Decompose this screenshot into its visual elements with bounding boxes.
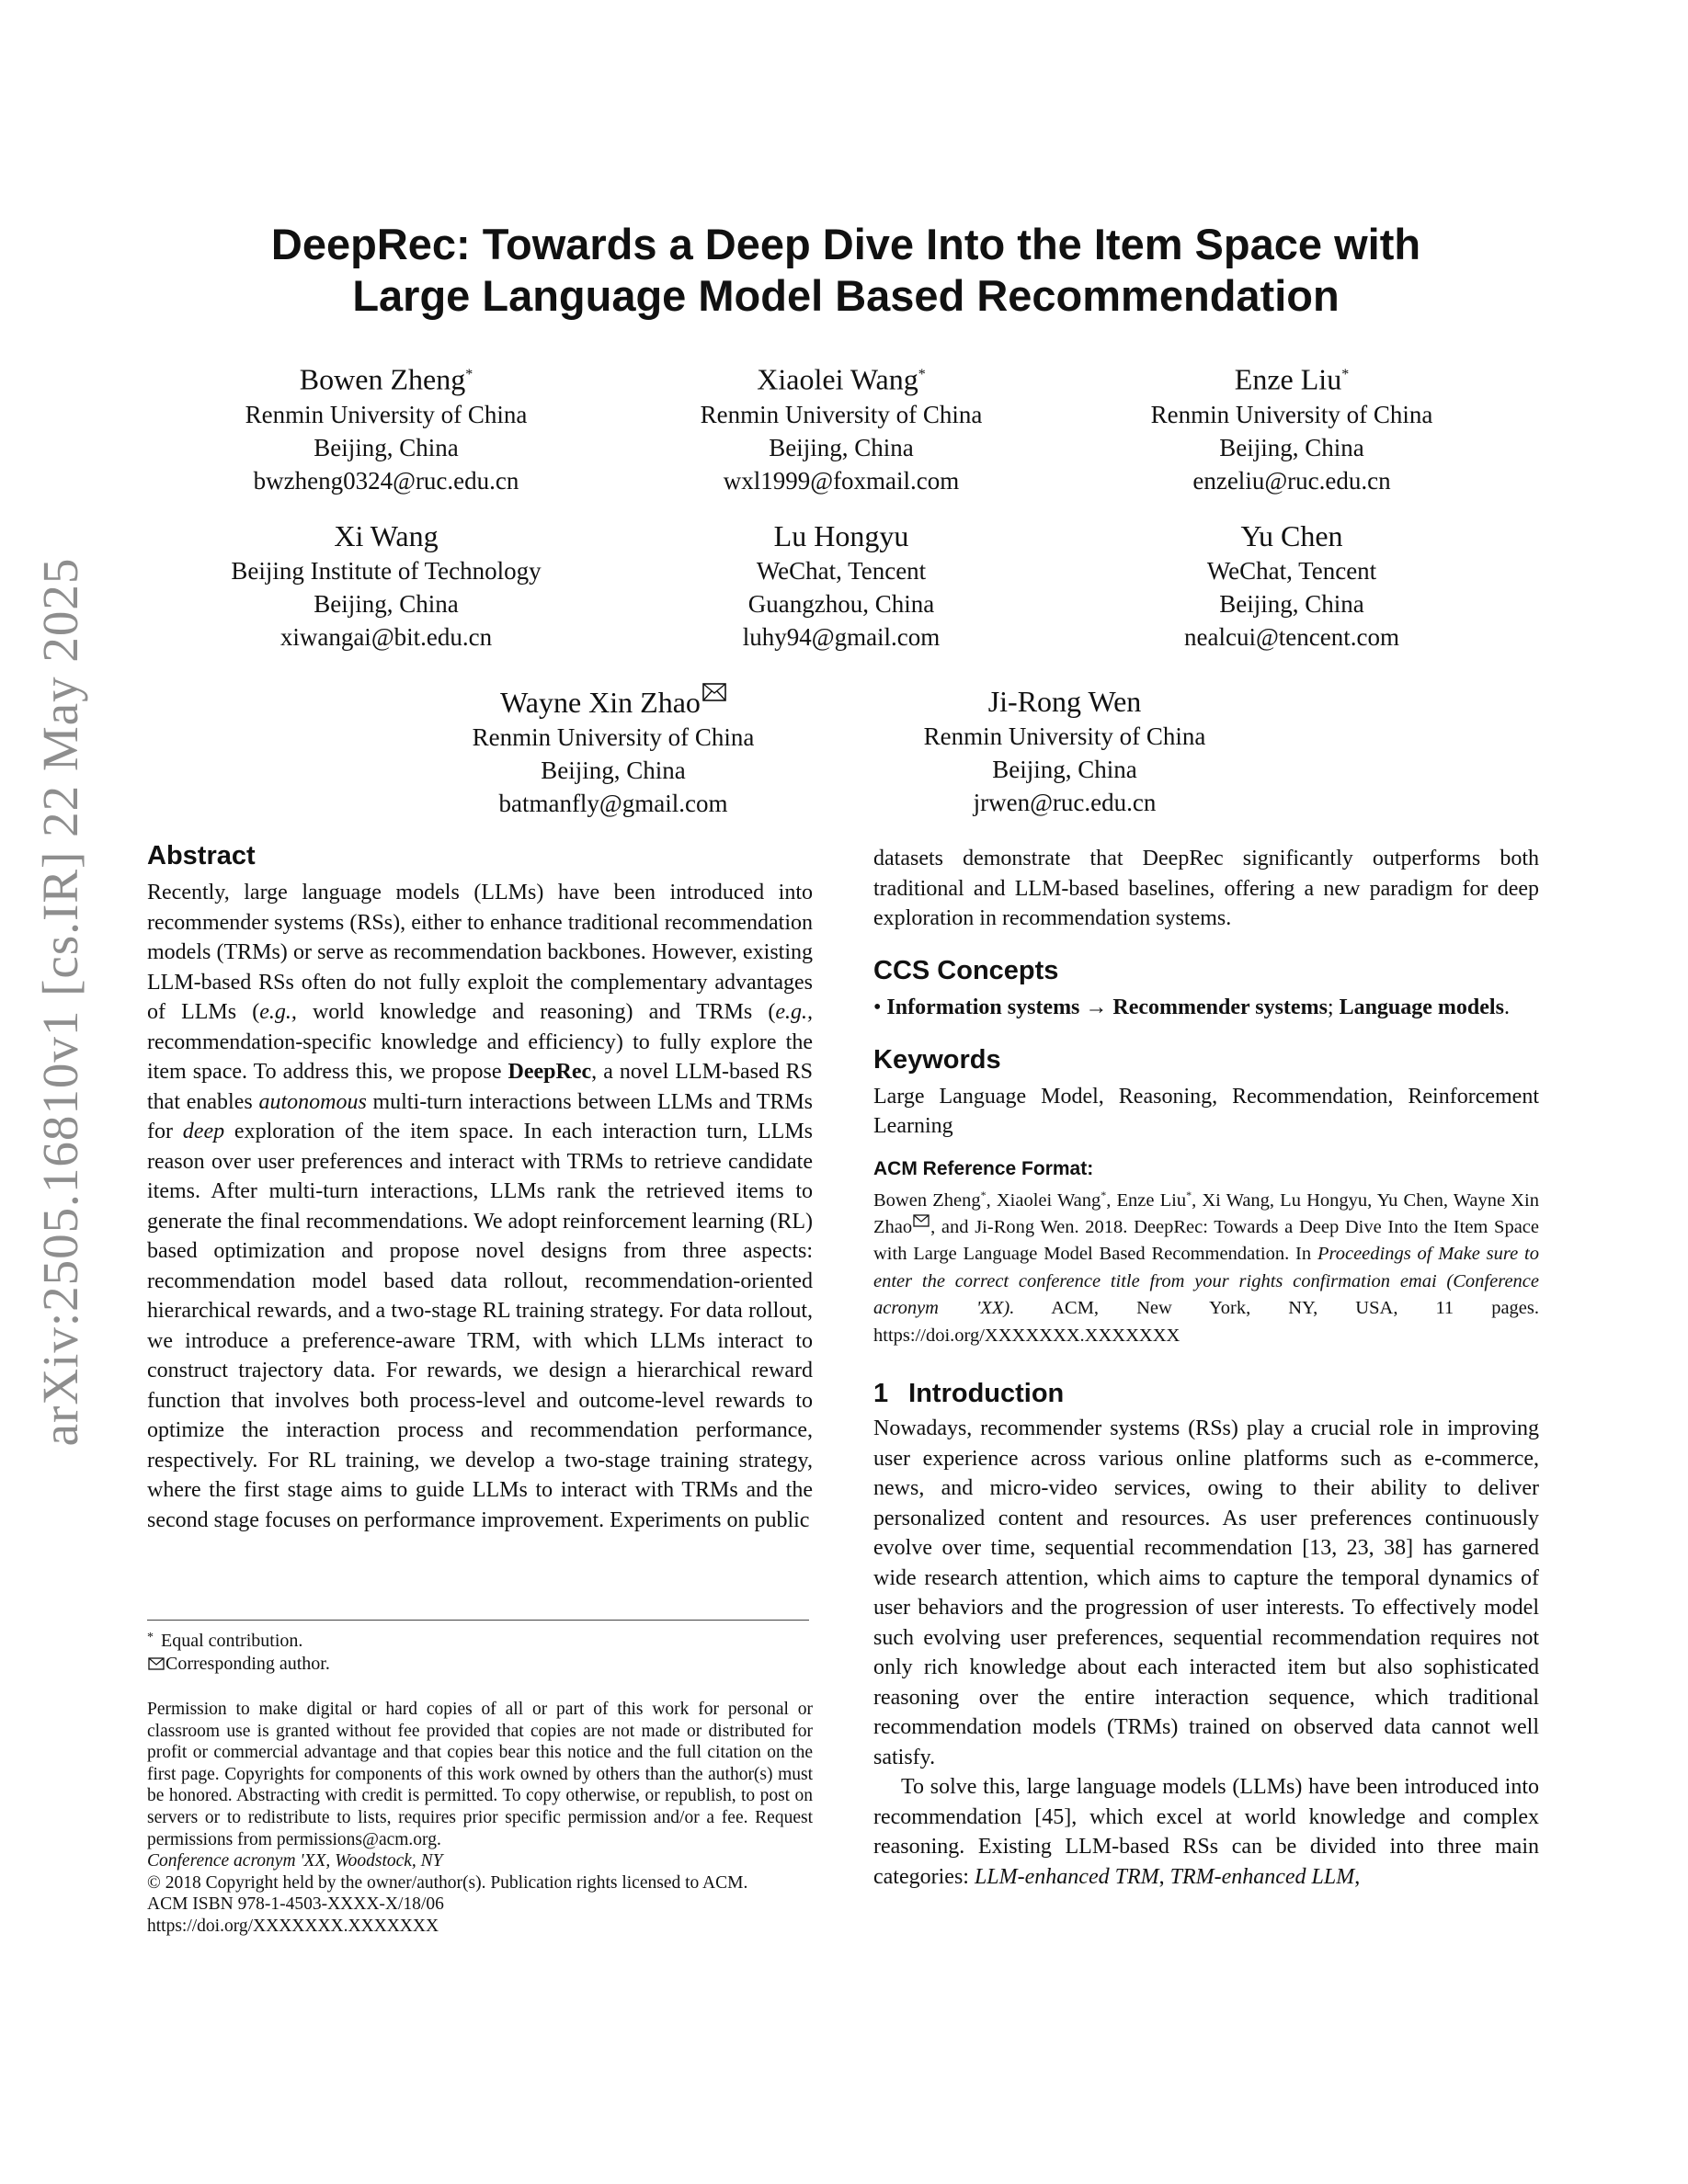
paper-title — [184, 219, 1508, 322]
author-block — [630, 518, 1053, 654]
author-name: Xiaolei Wang — [757, 362, 918, 396]
equal-contribution-mark: * — [465, 367, 473, 382]
footnotes — [147, 1626, 813, 1676]
copyright-line: © 2018 Copyright held by the owner/author(s). Publication rights licensed to ACM. — [147, 1872, 748, 1893]
author-affiliation: WeChat, Tencent — [1206, 557, 1377, 585]
author-location: Beijing, China — [314, 433, 459, 461]
title-line-2: Large Language Model Based Recommendation — [352, 271, 1340, 320]
author-block — [630, 357, 1053, 497]
footnote-corresponding: Corresponding author. — [147, 1653, 813, 1676]
keywords-text: Large Language Model, Reasoning, Recommendation, Reinforcement Learning — [873, 1084, 1539, 1138]
intro-paragraph-2: To solve this, large language models (LLMs) have been introduced into recommendation [45], which excel at world knowledge and complex reasoning. Existing LLM-based RSs can be divided into three main categories: LLM-enhanced TRM, TRM-enhanced LLM, — [873, 1775, 1539, 1889]
author-block — [1080, 518, 1503, 654]
abstract-continued: datasets demonstrate that DeepRec significantly outperforms both traditional and LLM-based baselines, offering a new paradigm for deep exploration in recommendation systems. — [873, 847, 1539, 930]
author-email: bwzheng0324@ruc.edu.cn — [253, 466, 519, 495]
author-email: batmanfly@gmail.com — [498, 790, 728, 817]
author-email: nealcui@tencent.com — [1183, 623, 1399, 651]
arxiv-stamp: arXiv:2505.16810v1 [cs.IR] 22 May 2025 — [32, 557, 88, 1447]
author-block — [1080, 357, 1503, 497]
author-block — [175, 518, 598, 654]
author-email: enzeliu@ruc.edu.cn — [1192, 466, 1391, 495]
envelope-icon — [148, 1657, 165, 1670]
author-name: Xi Wang — [334, 519, 439, 552]
author-email: wxl1999@foxmail.com — [723, 466, 960, 495]
author-location: Guangzhou, China — [747, 590, 935, 618]
author-affiliation: Renmin University of China — [245, 400, 528, 428]
ccs-heading: CCS Concepts — [873, 955, 1059, 985]
conference-line: Conference acronym 'XX, Woodstock, NY — [147, 1851, 443, 1871]
author-affiliation: Renmin University of China — [700, 400, 983, 428]
equal-contribution-mark: * — [918, 367, 926, 382]
method-name: DeepRec — [508, 1060, 592, 1084]
author-block — [402, 683, 825, 820]
doi-line: https://doi.org/XXXXXXX.XXXXXXX — [147, 1916, 439, 1936]
section-title: Introduction — [908, 1379, 1065, 1409]
isbn-line: ACM ISBN 978-1-4503-XXXX-X/18/06 — [147, 1894, 444, 1915]
author-location: Beijing, China — [1219, 433, 1364, 461]
keywords-heading: Keywords — [873, 1044, 1001, 1075]
author-affiliation: WeChat, Tencent — [756, 557, 927, 585]
section-number: 1 — [873, 1379, 889, 1409]
footnote-divider — [147, 1620, 809, 1621]
envelope-icon — [702, 683, 726, 701]
footnote-equal: * Equal contribution. — [147, 1631, 303, 1651]
author-affiliation: Renmin University of China — [923, 722, 1206, 750]
author-location: Beijing, China — [541, 756, 686, 784]
right-column — [873, 844, 1539, 1892]
author-location: Beijing, China — [1219, 590, 1364, 618]
author-affiliation: Renmin University of China — [472, 723, 755, 751]
permission-text: Permission to make digital or hard copies of all or part of this work for personal or classroom use is granted without fee provided that copies are not made or distributed for profit or commercial advantage and that copies bear this notice and the full citation on the first page. Copyrights for components of this work owned by others than the author(s) must be honored. Abstracting with credit is permitted. To copy otherwise, or republish, to post on servers or to redistribute to lists, requires prior specific permission and/or a fee. Request permissions from permissions@acm.org. — [147, 1700, 813, 1849]
abstract-heading: Abstract — [147, 841, 256, 870]
author-name: Lu Hongyu — [773, 519, 909, 552]
author-name: Ji-Rong Wen — [987, 685, 1142, 718]
author-affiliation: Renmin University of China — [1150, 400, 1433, 428]
abstract-text: Recently, large language models (LLMs) have been introduced into recommender systems (RSs), either to enhance traditional recommendation models (TRMs) or serve as recommendation backbones. However, existing LLM-based RSs often do not fully exploit the complementary advantages of LLMs (e.g., world knowledge and reasoning) and TRMs (e.g., recommendation-specific knowledge and efficiency) to fully explore the item space. To address this, we propose DeepRec, a novel LLM-based RS that enables autonomous multi-turn interactions between LLMs and TRMs for deep exploration of the item space. In each interaction turn, LLMs reason over user preferences and interact with TRMs to retrieve candidate items. After multi-turn interactions, LLMs rank the retrieved items to generate the final recommendations. We adopt reinforcement learning (RL) based optimization and propose novel designs from three aspects: recommendation model based data rollout, recommendation-oriented hierarchical rewards, and a two-stage RL training strategy. For data rollout, we introduce a preference-aware TRM, with which LLMs interact to construct trajectory data. For rewards, we design a hierarchical reward function that involves both process-level and outcome-level rewards to optimize the interaction process and recommendation performance, respectively. For RL training, we develop a two-stage training strategy, where the first stage aims to guide LLMs to interact with TRMs and the second stage focuses on performance improvement. Experiments on public — [147, 881, 814, 1532]
intro-paragraph-1: Nowadays, recommender systems (RSs) play a crucial role in improving user experience across various online platforms such as e-commerce, news, and micro-video services, owing to their ability to deliver personalized content and resources. As user preferences continuously evolve over time, sequential recommendation [13, 23, 38] has garnered wide research attention, which aims to capture the temporal dynamics of user behaviors and the progression of user interests. To effectively model such evolving user preferences, sequential recommendation requires not only rich knowledge about each interacted item but also sophisticated reasoning over the entire interaction sequence, which traditional recommendation models (TRMs) trained on observed data cannot well satisfy. — [873, 1416, 1539, 1769]
abstract-section — [147, 839, 813, 1535]
author-name: Bowen Zheng — [299, 362, 466, 396]
permission-block — [147, 1699, 813, 1938]
author-location: Beijing, China — [314, 590, 459, 618]
acm-reference-text: Bowen Zheng*, Xiaolei Wang*, Enze Liu*, Xi Wang, Lu Hongyu, Yu Chen, Wayne Xin Zhao , and Ji-Rong Wen. 2018. DeepRec: Towards a Deep Dive Into the Item Space with Large Language Model Based Recommendation. In Proceedings of Make sure to enter the correct conference title from your rights confirmation emai (Conference acronym 'XX). ACM, New York, NY, USA, 11 pages. https://doi.org/XXXXXXX.XXXXXXX — [873, 1188, 1539, 1346]
equal-contribution-mark: * — [1341, 367, 1350, 382]
author-email: xiwangai@bit.edu.cn — [279, 623, 493, 651]
author-email: jrwen@ruc.edu.cn — [973, 789, 1157, 816]
acm-reference-heading: ACM Reference Format: — [873, 1157, 1094, 1179]
author-email: luhy94@gmail.com — [742, 623, 941, 651]
author-name: Yu Chen — [1240, 519, 1343, 552]
author-location: Beijing, China — [769, 433, 914, 461]
title-line-1: DeepRec: Towards a Deep Dive Into the Item Space with — [270, 220, 1421, 268]
author-name: Enze Liu — [1234, 362, 1342, 396]
introduction-heading — [873, 1377, 1539, 1410]
envelope-icon — [913, 1214, 930, 1227]
author-affiliation: Beijing Institute of Technology — [231, 557, 542, 585]
author-block — [175, 357, 598, 497]
author-name: Wayne Xin Zhao — [500, 686, 701, 719]
author-location: Beijing, China — [992, 756, 1137, 783]
ccs-text: • Information systems → Recommender systems; Language models. — [873, 995, 1510, 1019]
author-block — [853, 683, 1276, 819]
